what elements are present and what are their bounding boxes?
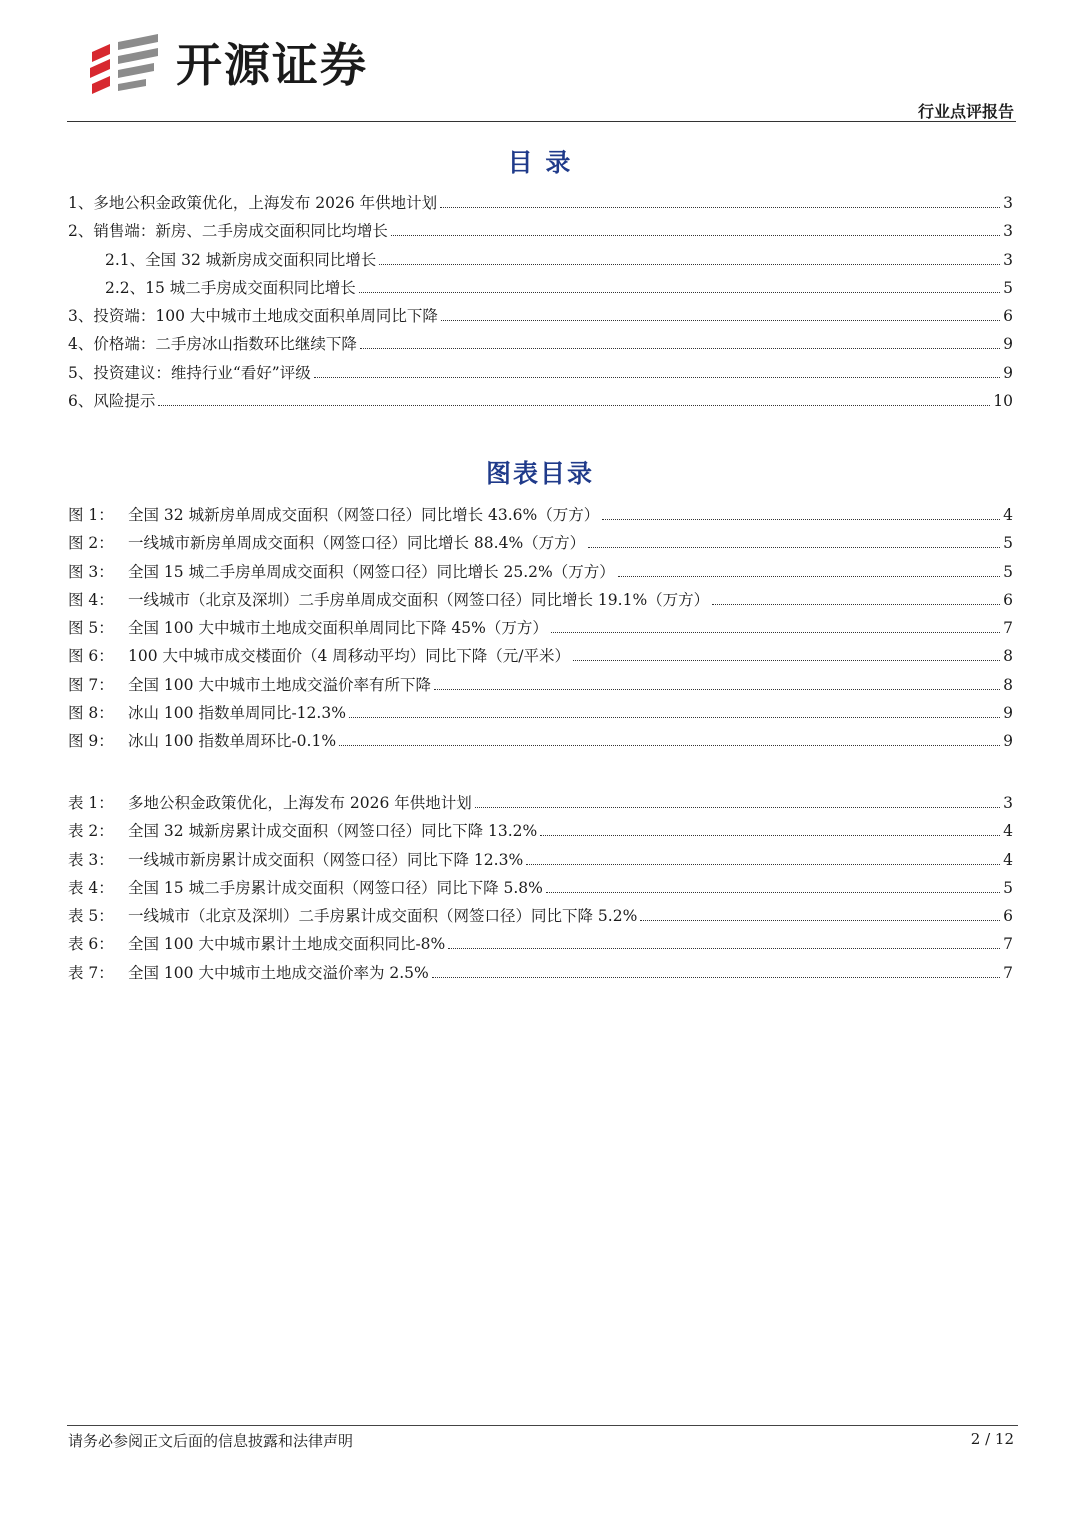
figure-entry[interactable] bbox=[68, 501, 1013, 529]
table-caption: 一线城市（北京及深圳）二手房累计成交面积（网签口径）同比下降 5.2% bbox=[128, 907, 638, 926]
toc-entry-label: 5、投资建议：维持行业“看好”评级 bbox=[68, 363, 311, 382]
toc-entry[interactable] bbox=[68, 387, 1013, 415]
figure-page: 8 bbox=[1003, 675, 1013, 694]
figure-entry[interactable] bbox=[68, 699, 1013, 727]
dot-leader bbox=[432, 977, 1000, 978]
figure-page: 8 bbox=[1003, 647, 1013, 666]
table-caption: 全国 100 大中城市累计土地成交面积同比-8% bbox=[128, 935, 446, 954]
figure-caption: 一线城市（北京及深圳）二手房单周成交面积（网签口径）同比增长 19.1%（万方） bbox=[128, 590, 710, 609]
dot-leader bbox=[588, 547, 1000, 548]
dot-leader bbox=[540, 835, 1000, 836]
table-page: 7 bbox=[1003, 963, 1013, 982]
table-page: 7 bbox=[1003, 935, 1013, 954]
toc-entry-page: 6 bbox=[1003, 307, 1013, 326]
toc-entry-label: 4、价格端：二手房冰山指数环比继续下降 bbox=[68, 335, 357, 354]
dot-leader bbox=[546, 892, 1000, 893]
dot-leader bbox=[618, 576, 1000, 577]
toc-entry-label: 6、风险提示 bbox=[68, 392, 156, 411]
dot-leader bbox=[602, 519, 1000, 520]
figure-page: 9 bbox=[1003, 704, 1013, 723]
figure-page: 5 bbox=[1003, 534, 1013, 553]
toc-entry-label: 2.1、全国 32 城新房成交面积同比增长 bbox=[105, 250, 377, 269]
header-divider bbox=[67, 121, 1016, 122]
table-entry[interactable] bbox=[68, 846, 1013, 874]
dot-leader bbox=[573, 660, 1000, 661]
dot-leader bbox=[712, 604, 1000, 605]
figure-entry[interactable] bbox=[68, 529, 1013, 557]
toc-entry[interactable] bbox=[68, 359, 1013, 387]
figure-page: 5 bbox=[1003, 562, 1013, 581]
table-number: 表 3： bbox=[68, 850, 114, 869]
footer-divider bbox=[67, 1425, 1018, 1426]
table-caption: 全国 100 大中城市土地成交溢价率为 2.5% bbox=[128, 963, 429, 982]
figure-toc-title: 图表目录 bbox=[485, 459, 594, 488]
table-caption: 一线城市新房累计成交面积（网签口径）同比下降 12.3% bbox=[128, 850, 524, 869]
toc-title: 目 录 bbox=[507, 148, 573, 177]
dot-leader bbox=[475, 807, 1000, 808]
toc-entry-page: 10 bbox=[993, 392, 1013, 411]
figure-number: 图 2： bbox=[68, 534, 114, 553]
figure-number: 图 5： bbox=[68, 619, 114, 638]
figure-page: 9 bbox=[1003, 732, 1013, 751]
dot-leader bbox=[526, 864, 1000, 865]
table-number: 表 6： bbox=[68, 935, 114, 954]
toc-entry-page: 9 bbox=[1003, 335, 1013, 354]
company-name: 开源证券 bbox=[176, 38, 368, 92]
figure-list bbox=[68, 501, 1013, 756]
table-entry[interactable] bbox=[68, 789, 1013, 817]
figure-entry[interactable] bbox=[68, 586, 1013, 614]
report-type-label: 行业点评报告 bbox=[917, 102, 1014, 121]
figure-entry[interactable] bbox=[68, 642, 1013, 670]
table-caption: 全国 15 城二手房累计成交面积（网签口径）同比下降 5.8% bbox=[128, 878, 543, 897]
table-entry[interactable] bbox=[68, 902, 1013, 930]
table-page: 5 bbox=[1003, 878, 1013, 897]
dot-leader bbox=[314, 377, 1000, 378]
table-page: 3 bbox=[1003, 794, 1013, 812]
toc-entry-label: 1、多地公积金政策优化，上海发布 2026 年供地计划 bbox=[68, 194, 438, 212]
toc-entry[interactable] bbox=[68, 274, 1013, 302]
figure-number: 图 1： bbox=[68, 506, 114, 524]
figure-page: 4 bbox=[1003, 506, 1013, 524]
toc-entry[interactable] bbox=[68, 302, 1013, 330]
dot-leader bbox=[359, 292, 1000, 293]
toc-entry-page: 3 bbox=[1003, 250, 1013, 269]
table-page: 4 bbox=[1003, 850, 1013, 869]
table-number: 表 2： bbox=[68, 822, 114, 841]
table-entry[interactable] bbox=[68, 817, 1013, 845]
table-entry[interactable] bbox=[68, 874, 1013, 902]
dot-leader bbox=[440, 207, 1000, 208]
table-number: 表 7： bbox=[68, 963, 114, 982]
figure-page: 6 bbox=[1003, 590, 1013, 609]
toc-entry[interactable] bbox=[68, 217, 1013, 245]
table-page: 6 bbox=[1003, 907, 1013, 926]
figure-caption: 全国 15 城二手房单周成交面积（网签口径）同比增长 25.2%（万方） bbox=[128, 562, 615, 581]
figure-caption: 100 大中城市成交楼面价（4 周移动平均）同比下降（元/平米） bbox=[128, 647, 571, 666]
figure-caption: 冰山 100 指数单周环比-0.1% bbox=[128, 732, 337, 751]
figure-number: 图 3： bbox=[68, 562, 114, 581]
dot-leader bbox=[339, 745, 1000, 746]
figure-number: 图 9： bbox=[68, 732, 114, 751]
dot-leader bbox=[349, 717, 1000, 718]
figure-entry[interactable] bbox=[68, 558, 1013, 586]
toc-entry-label: 3、投资端：100 大中城市土地成交面积单周同比下降 bbox=[68, 307, 438, 326]
toc-entry-label: 2、销售端：新房、二手房成交面积同比均增长 bbox=[68, 222, 388, 241]
table-number: 表 5： bbox=[68, 907, 114, 926]
dot-leader bbox=[158, 405, 990, 406]
table-entry[interactable] bbox=[68, 959, 1013, 987]
figure-entry[interactable] bbox=[68, 671, 1013, 699]
dot-leader bbox=[551, 632, 1000, 633]
footer-disclaimer: 请务必参阅正文后面的信息披露和法律声明 bbox=[68, 1432, 354, 1450]
toc-entry-page: 3 bbox=[1003, 222, 1013, 241]
dot-leader bbox=[434, 689, 1000, 690]
dot-leader bbox=[448, 948, 1000, 949]
toc-entry[interactable] bbox=[68, 189, 1013, 217]
figure-page: 7 bbox=[1003, 619, 1013, 638]
toc-entry[interactable] bbox=[68, 246, 1013, 274]
figure-caption: 全国 32 城新房单周成交面积（网签口径）同比增长 43.6%（万方） bbox=[128, 506, 600, 524]
figure-entry[interactable] bbox=[68, 727, 1013, 755]
dot-leader bbox=[379, 264, 1000, 265]
figure-caption: 冰山 100 指数单周同比-12.3% bbox=[128, 704, 346, 723]
company-logo bbox=[88, 32, 368, 98]
figure-caption: 一线城市新房单周成交面积（网签口径）同比增长 88.4%（万方） bbox=[128, 534, 586, 553]
toc-entry[interactable] bbox=[68, 330, 1013, 358]
figure-number: 图 7： bbox=[68, 675, 114, 694]
toc-entry-label: 2.2、15 城二手房成交面积同比增长 bbox=[105, 278, 356, 297]
figure-number: 图 4： bbox=[68, 590, 114, 609]
dot-leader bbox=[640, 920, 1000, 921]
toc-entry-page: 3 bbox=[1003, 194, 1013, 212]
table-entry[interactable] bbox=[68, 930, 1013, 958]
table-list bbox=[68, 789, 1013, 987]
table-number: 表 4： bbox=[68, 878, 114, 897]
kaiyuan-logo-icon bbox=[88, 32, 162, 98]
dot-leader bbox=[441, 320, 1000, 321]
table-of-contents bbox=[68, 189, 1013, 415]
figure-entry[interactable] bbox=[68, 614, 1013, 642]
figure-caption: 全国 100 大中城市土地成交溢价率有所下降 bbox=[128, 675, 431, 694]
table-number: 表 1： bbox=[68, 794, 114, 812]
table-caption: 多地公积金政策优化，上海发布 2026 年供地计划 bbox=[128, 794, 472, 812]
figure-number: 图 8： bbox=[68, 704, 114, 723]
table-caption: 全国 32 城新房累计成交面积（网签口径）同比下降 13.2% bbox=[128, 822, 538, 841]
figure-caption: 全国 100 大中城市土地成交面积单周同比下降 45%（万方） bbox=[128, 619, 548, 638]
figure-number: 图 6： bbox=[68, 647, 114, 666]
dot-leader bbox=[360, 348, 1000, 349]
table-page: 4 bbox=[1003, 822, 1013, 841]
toc-entry-page: 5 bbox=[1003, 278, 1013, 297]
toc-entry-page: 9 bbox=[1003, 363, 1013, 382]
page-indicator: 2 / 12 bbox=[970, 1430, 1014, 1448]
dot-leader bbox=[391, 235, 1000, 236]
